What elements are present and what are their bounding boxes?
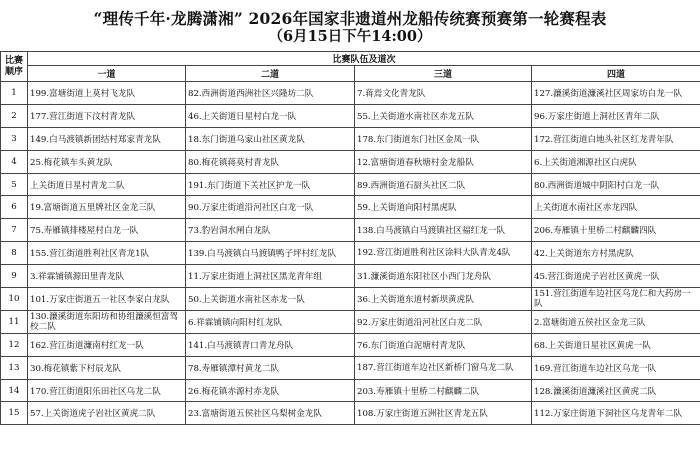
lane-4-team-cell: 172.营江街道白地头社区红龙青年队	[532, 127, 700, 150]
lane-3-team-cell: 89.西洲街道石厨头社区二队	[355, 173, 532, 196]
lane-header-2: 二道	[186, 66, 355, 82]
lane-4-team-cell: 80.西洲街道城中阴阳村白龙一队	[532, 173, 700, 196]
schedule-table	[0, 51, 700, 425]
lane-1-team-cell: 3.祥霖铺镇源田里青龙队	[28, 265, 186, 288]
lane-1-team-cell: 177.营江街道下汶村青龙队	[28, 104, 186, 127]
lane-3-team-cell: 31.濂溪街道东阳社区小西门龙舟队	[355, 265, 532, 288]
lane-2-team-cell: 73.豹岩洞水闸白龙队	[186, 219, 355, 242]
lane-1-team-cell: 155.营江街道胜利社区青龙1队	[28, 242, 186, 265]
lane-1-team-cell: 199.富塘街道上莫村飞龙队	[28, 82, 186, 105]
lane-1-team-cell: 162.营江街道濂南村红龙一队	[28, 333, 186, 356]
group-header: 比赛队伍及道次	[28, 52, 700, 66]
lane-4-team-cell: 42.上关街道东方村黑虎队	[532, 242, 700, 265]
lane-3-team-cell: 7.蒋焉文化青龙队	[355, 82, 532, 105]
order-header: 比赛顺序	[1, 52, 28, 82]
race-order-cell: 9	[1, 265, 28, 288]
table-row	[1, 104, 700, 127]
lane-4-team-cell: 45.营江街道虎子岩社区黄虎一队	[532, 265, 700, 288]
lane-1-team-cell: 170.营江街道阳乐田社区乌龙二队	[28, 379, 186, 402]
lane-2-team-cell: 50.上关街道水南社区赤龙一队	[186, 288, 355, 311]
table-row	[1, 333, 700, 356]
lane-3-team-cell: 187.营江街道车边社区新桥门窗乌龙二队	[355, 356, 532, 379]
lane-1-team-cell: 25.梅花镇车头黄龙队	[28, 150, 186, 173]
lane-1-team-cell: 149.白马渡镇新团结村郑家青龙队	[28, 127, 186, 150]
lane-4-team-cell: 上关街道水南社区赤龙四队	[532, 196, 700, 219]
race-order-cell: 4	[1, 150, 28, 173]
lane-3-team-cell: 36.上关街道东道村新坝黄虎队	[355, 288, 532, 311]
table-row	[1, 265, 700, 288]
lane-4-team-cell: 2.富塘街道五侯社区金龙三队	[532, 310, 700, 333]
lane-1-team-cell: 19.富塘街道五里牌社区金龙三队	[28, 196, 186, 219]
lane-3-team-cell: 12.富塘街道春秋塘村金龙船队	[355, 150, 532, 173]
lane-3-team-cell: 203.寿雁镇十里桥二村麒麟二队	[355, 379, 532, 402]
table-row	[1, 402, 700, 425]
lane-3-team-cell: 92.万家庄街道沿河社区白龙二队	[355, 310, 532, 333]
table-row	[1, 150, 700, 173]
lane-4-team-cell: 169.营江街道车边社区乌龙一队	[532, 356, 700, 379]
table-row	[1, 288, 700, 311]
race-order-cell: 7	[1, 219, 28, 242]
lane-2-team-cell: 6.祥霖铺镇向阳村红龙队	[186, 310, 355, 333]
lane-4-team-cell: 112.万家庄街道下洞社区乌龙青年二队	[532, 402, 700, 425]
lane-2-team-cell: 11.万家庄街道上洞社区黑龙青年组	[186, 265, 355, 288]
lane-1-team-cell: 上关街道日星村青龙二队	[28, 173, 186, 196]
lane-2-team-cell: 23.富塘街道五侯社区乌梨树金龙队	[186, 402, 355, 425]
table-row	[1, 196, 700, 219]
lane-4-team-cell: 68.上关街道日星社区黄虎一队	[532, 333, 700, 356]
lane-2-team-cell: 18.东门街道乌家山社区黄龙队	[186, 127, 355, 150]
lane-4-team-cell: 151.营江街道车边社区乌龙仁和大药房一队	[532, 288, 700, 311]
page-subtitle: （6月15日下午14:00）	[268, 28, 432, 45]
lane-header-4: 四道	[532, 66, 700, 82]
schedule-body	[1, 82, 700, 425]
lane-3-team-cell: 192.营江街道胜利社区涂料大队青龙4队	[355, 242, 532, 265]
race-order-cell: 8	[1, 242, 28, 265]
lane-2-team-cell: 78.寿雁镇潭村黄龙二队	[186, 356, 355, 379]
race-order-cell: 10	[1, 288, 28, 311]
lane-4-team-cell: 96.万家庄街道上洞社区青年二队	[532, 104, 700, 127]
race-order-cell: 11	[1, 310, 28, 333]
table-row	[1, 242, 700, 265]
race-order-cell: 6	[1, 196, 28, 219]
race-order-cell: 12	[1, 333, 28, 356]
lane-4-team-cell: 206.寿雁镇十里桥二村麒麟四队	[532, 219, 700, 242]
table-row	[1, 127, 700, 150]
lane-1-team-cell: 130.濂溪街道东阳坊和协组濂溪恒富驾校二队	[28, 310, 186, 333]
lane-4-team-cell: 127.濂溪街道濂溪社区周家坊白龙一队	[532, 82, 700, 105]
lane-4-team-cell: 6.上关街道湘源社区白虎队	[532, 150, 700, 173]
lane-3-team-cell: 178.东门街道东门社区金凤一队	[355, 127, 532, 150]
race-order-cell: 2	[1, 104, 28, 127]
race-order-cell: 1	[1, 82, 28, 105]
lane-2-team-cell: 191.东门街道下关社区护龙一队	[186, 173, 355, 196]
table-row	[1, 219, 700, 242]
lane-3-team-cell: 59.上关街道向阳村黑虎队	[355, 196, 532, 219]
lane-2-team-cell: 80.梅花镇蒋莫村青龙队	[186, 150, 355, 173]
lane-3-team-cell: 55.上关街道水南社区赤龙五队	[355, 104, 532, 127]
table-row	[1, 82, 700, 105]
table-row	[1, 310, 700, 333]
table-row	[1, 173, 700, 196]
race-order-cell: 5	[1, 173, 28, 196]
lane-4-team-cell: 128.濂溪街道濂溪社区黄虎二队	[532, 379, 700, 402]
lane-header-3: 三道	[355, 66, 532, 82]
race-order-cell: 14	[1, 379, 28, 402]
lane-1-team-cell: 30.梅花镇紫下村辰龙队	[28, 356, 186, 379]
lane-3-team-cell: 138.白马渡镇白马渡镇社区福红龙一队	[355, 219, 532, 242]
lane-2-team-cell: 90.万家庄街道沿河社区白龙一队	[186, 196, 355, 219]
lane-2-team-cell: 139.白马渡镇白马渡镇鸭子坪村红龙队	[186, 242, 355, 265]
lane-3-team-cell: 76.东门街道白泥塘村青龙队	[355, 333, 532, 356]
lane-3-team-cell: 108.万家庄街道五洲社区青龙五队	[355, 402, 532, 425]
table-row	[1, 356, 700, 379]
lane-2-team-cell: 141.白马渡镇青口青龙舟队	[186, 333, 355, 356]
race-order-cell: 13	[1, 356, 28, 379]
lane-header-1: 一道	[28, 66, 186, 82]
lane-1-team-cell: 101.万家庄街道五一社区李家白龙队	[28, 288, 186, 311]
page-title: “理传千年·龙腾潇湘” 2026年国家非遗道州龙船传统赛预赛第一轮赛程表	[93, 9, 607, 28]
lane-2-team-cell: 46.上关街道日星村白龙一队	[186, 104, 355, 127]
race-order-cell: 15	[1, 402, 28, 425]
lane-1-team-cell: 75.寿雁镇排楼屋村白龙一队	[28, 219, 186, 242]
lane-2-team-cell: 82.西洲街道西洲社区兴隆坊二队	[186, 82, 355, 105]
table-row	[1, 379, 700, 402]
lane-1-team-cell: 57.上关街道虎子岩社区黄虎二队	[28, 402, 186, 425]
race-order-cell: 3	[1, 127, 28, 150]
lane-2-team-cell: 26.梅花镇赤源村赤龙队	[186, 379, 355, 402]
